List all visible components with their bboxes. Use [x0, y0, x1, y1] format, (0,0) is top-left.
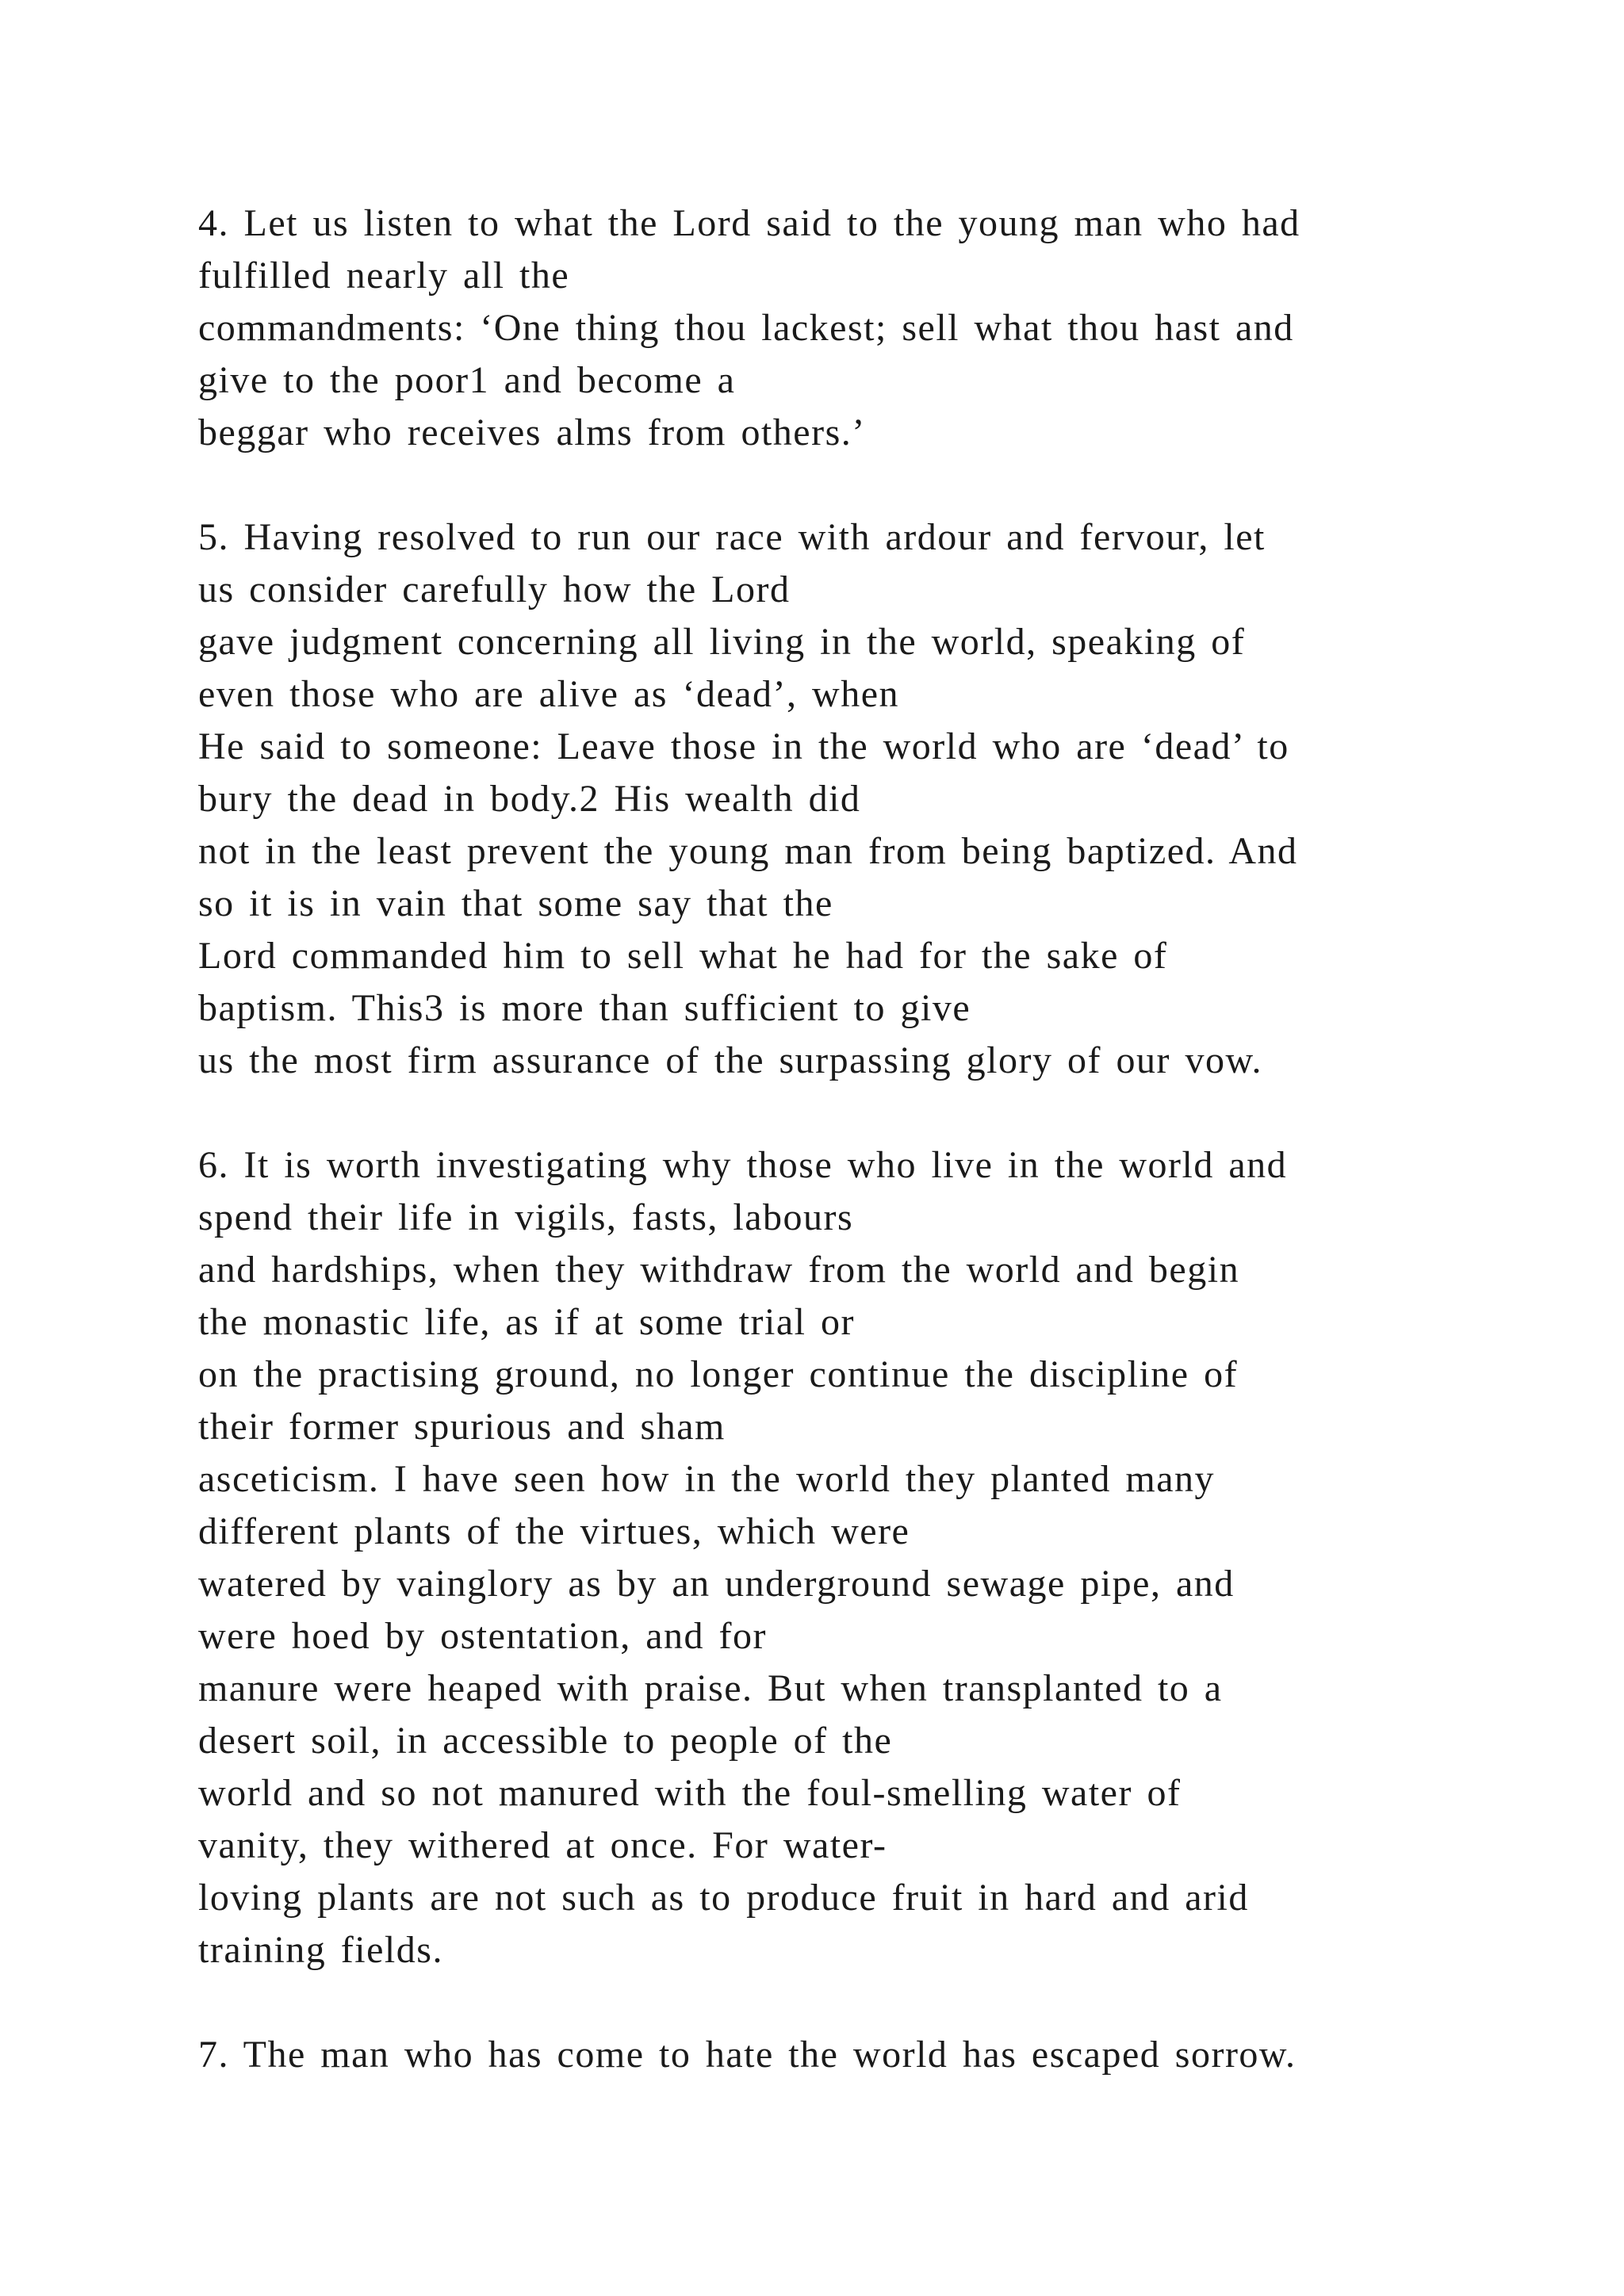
text-line: loving plants are not such as to produce fruit in hard and arid — [198, 1877, 1249, 1919]
paragraph-4 — [198, 197, 1499, 459]
text-line: us consider carefully how the Lord — [198, 568, 791, 610]
text-line: not in the least prevent the young man from being baptized. And — [198, 830, 1298, 872]
text-line: asceticism. I have seen how in the world they planted many — [198, 1458, 1215, 1500]
text-line: us the most firm assurance of the surpassing glory of our vow. — [198, 1039, 1262, 1081]
text-line: on the practising ground, no longer continue the discipline of — [198, 1353, 1239, 1395]
text-line: manure were heaped with praise. But when transplanted to a — [198, 1667, 1223, 1709]
text-line: fulfilled nearly all the — [198, 254, 570, 297]
text-line: their former spurious and sham — [198, 1406, 726, 1448]
text-line: even those who are alive as ‘dead’, when — [198, 673, 899, 715]
text-line: different plants of the virtues, which were — [198, 1510, 910, 1552]
text-line: beggar who receives alms from others.’ — [198, 411, 866, 453]
document-body — [198, 197, 1499, 2133]
paragraph-7 — [198, 2029, 1499, 2081]
text-line: world and so not manured with the foul-smelling water of — [198, 1772, 1182, 1814]
text-line: baptism. This3 is more than sufficient to give — [198, 987, 971, 1029]
paragraph-5 — [198, 511, 1499, 1087]
text-line: the monastic life, as if at some trial or — [198, 1301, 855, 1343]
text-line: 6. It is worth investigating why those who live in the world and — [198, 1144, 1288, 1186]
text-line: 4. Let us listen to what the Lord said to the young man who had — [198, 202, 1300, 244]
text-line: desert soil, in accessible to people of the — [198, 1720, 893, 1762]
text-line: give to the poor1 and become a — [198, 359, 736, 401]
text-line: and hardships, when they withdraw from the world and begin — [198, 1249, 1240, 1291]
text-line: bury the dead in body.2 His wealth did — [198, 778, 861, 820]
text-line: vanity, they withered at once. For water- — [198, 1824, 887, 1866]
text-line: 5. Having resolved to run our race with ardour and fervour, let — [198, 516, 1266, 558]
text-line: He said to someone: Leave those in the world who are ‘dead’ to — [198, 725, 1289, 767]
text-line: 7. The man who has come to hate the world has escaped sorrow. — [198, 2034, 1297, 2076]
text-line: commandments: ‘One thing thou lackest; sell what thou hast and — [198, 307, 1294, 349]
text-line: watered by vainglory as by an underground sewage pipe, and — [198, 1563, 1235, 1605]
text-line: training fields. — [198, 1929, 443, 1971]
text-line: gave judgment concerning all living in the world, speaking of — [198, 621, 1246, 663]
text-line: spend their life in vigils, fasts, labours — [198, 1196, 854, 1238]
text-line: so it is in vain that some say that the — [198, 882, 833, 924]
text-line: Lord commanded him to sell what he had for the sake of — [198, 935, 1168, 977]
paragraph-6 — [198, 1139, 1499, 1976]
text-line: were hoed by ostentation, and for — [198, 1615, 767, 1657]
